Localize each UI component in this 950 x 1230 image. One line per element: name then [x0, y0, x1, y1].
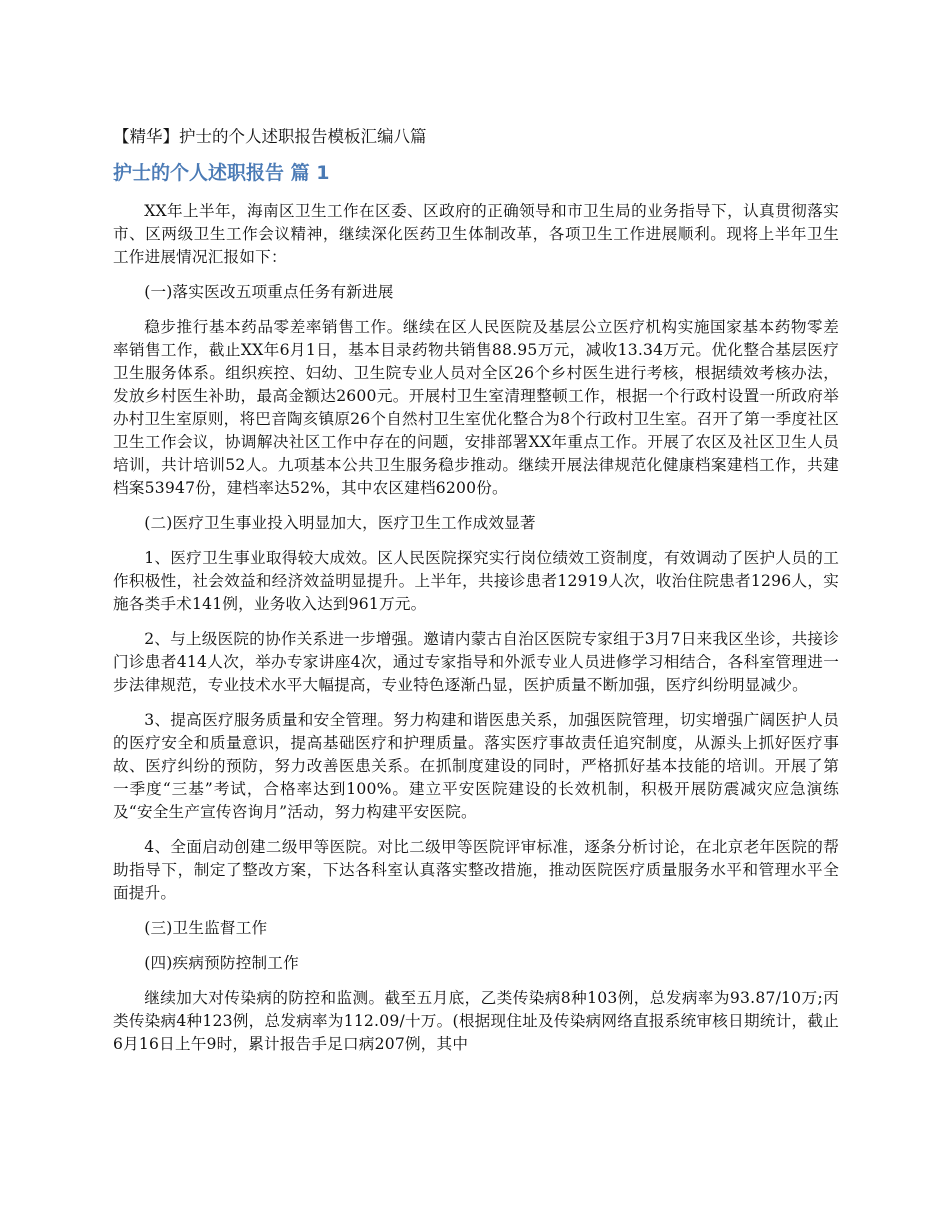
- paragraph-body: 稳步推行基本药品零差率销售工作。继续在区人民医院及基层公立医疗机构实施国家基本药物零差率销售工作，截止XX年6月1日，基本目录药物共销售88.95万元，减收13.34万元。优化整合基层医疗卫生服务体系。组织疾控、妇幼、卫生院专业人员对全区26个乡村医生进行考核，根据绩效考核办法，发放乡村医生补助，最高金额达2600元。开展村卫生室清理整顿工作，根据一个行政村设置一所政府举办村卫生室原则，将巴音陶亥镇原26个自然村卫生室优化整合为8个行政村卫生室。召开了第一季度社区卫生工作会议，协调解决社区工作中存在的问题，安排部署XX年重点工作。开展了农区及社区卫生人员培训，共计培训52人。九项基本公共卫生服务稳步推动。继续开展法律规范化健康档案建档工作，共建档案53947份，建档率达52%，其中农区建档6200份。: [113, 318, 839, 497]
- paragraph-body: 1、医疗卫生事业取得较大成效。区人民医院探究实行岗位绩效工资制度，有效调动了医护人员的工作积极性，社会效益和经济效益明显提升。上半年，共接诊患者12919人次，收治住院患者1296人，实施各类手术141例，业务收入达到961万元。: [113, 549, 839, 613]
- paragraph-subheading-4: (四)疾病预防控制工作: [144, 954, 299, 972]
- paragraph-body: 继续加大对传染病的防控和监测。截至五月底，乙类传染病8种103例，总发病率为93.87/10万;丙类传染病4种123例，总发病率为112.09/十万。(根据现住址及传染病网络直报系统审核日期统计，截止6月16日上午9时，累计报告手足口病207例，其中: [113, 989, 839, 1053]
- document-page: [113, 122, 839, 1068]
- section-heading: 护士的个人述职报告 篇 1: [113, 162, 330, 184]
- document-title: 【精华】护士的个人述职报告模板汇编八篇: [113, 127, 427, 146]
- paragraph-intro: XX年上半年，海南区卫生工作在区委、区政府的正确领导和市卫生局的业务指导下，认真贯彻落实市、区两级卫生工作会议精神，继续深化医药卫生体制改革，各项卫生工作进展顺利。现将上半年卫生工作进展情况汇报如下：: [113, 202, 839, 266]
- paragraph-body: 2、与上级医院的协作关系进一步增强。邀请内蒙古自治区医院专家组于3月7日来我区坐诊，共接诊门诊患者414人次，举办专家讲座4次，通过专家指导和外派专业人员进修学习相结合，各科室管理进一步法律规范，专业技术水平大幅提高，专业特色逐渐凸显，医护质量不断加强，医疗纠纷明显减少。: [113, 630, 839, 694]
- paragraph-subheading-3: (三)卫生监督工作: [144, 919, 268, 937]
- paragraph-body: 4、全面启动创建二级甲等医院。对比二级甲等医院评审标准，逐条分析讨论，在北京老年医院的帮助指导下，制定了整改方案，下达各科室认真落实整改措施，推动医院医疗质量服务水平和管理水平全面提升。: [113, 838, 839, 902]
- paragraph-body: 3、提高医疗服务质量和安全管理。努力构建和谐医患关系，加强医院管理，切实增强广阔医护人员的医疗安全和质量意识，提高基础医疗和护理质量。落实医疗事故责任追究制度，从源头上抓好医疗事故、医疗纠纷的预防，努力改善医患关系。在抓制度建设的同时，严格抓好基本技能的培训。开展了第一季度“三基”考试，合格率达到100%。建立平安医院建设的长效机制，积极开展防震减灾应急演练及“安全生产宣传咨询月”活动，努力构建平安医院。: [113, 711, 839, 821]
- paragraph-subheading-1: (一)落实医改五项重点任务有新进展: [144, 283, 394, 301]
- paragraph-subheading-2: (二)医疗卫生事业投入明显加大，医疗卫生工作成效显著: [144, 514, 536, 532]
